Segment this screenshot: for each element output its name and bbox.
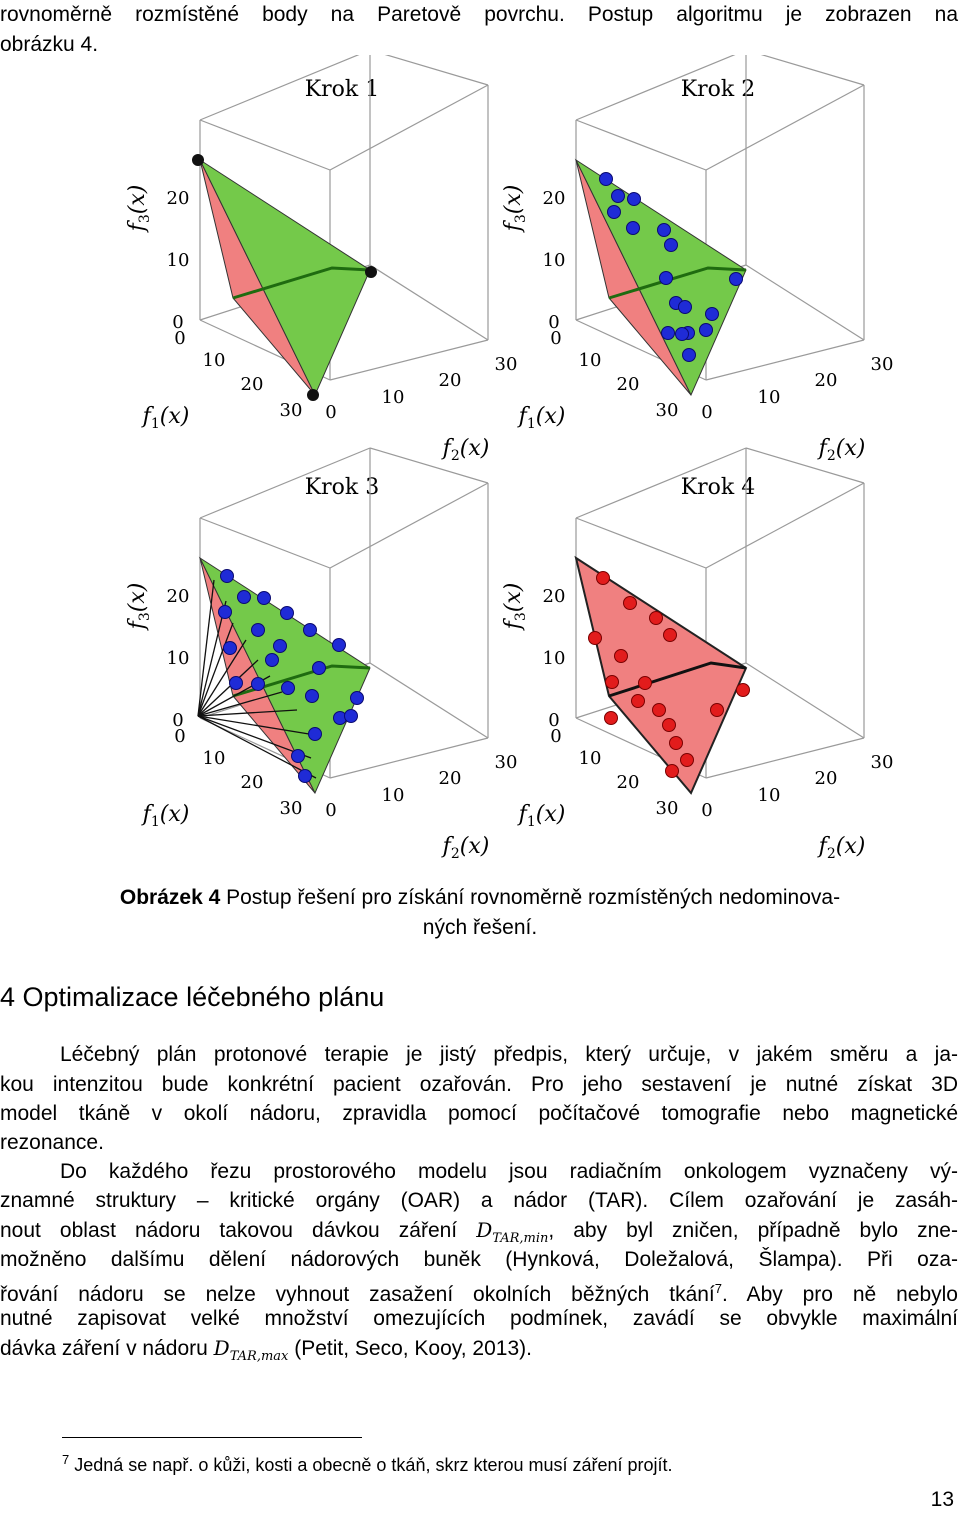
f2-tick: 10	[381, 785, 405, 806]
panel-title: Krok 1	[304, 77, 380, 102]
f1-tick: 0	[550, 328, 562, 349]
f3-axis-label: $f_3(x)$	[501, 184, 529, 232]
blue-point	[230, 677, 243, 690]
caption-text-line2: ných řešení.	[422, 916, 538, 939]
f1-tick: 30	[655, 400, 679, 421]
axis-box-edge	[746, 55, 864, 85]
panel-title: Krok 2	[680, 77, 756, 102]
blue-point	[281, 607, 294, 620]
red-point	[663, 719, 676, 732]
f2-tick: 10	[757, 785, 781, 806]
axis-box-edge	[706, 340, 864, 380]
para2-line-6: nutné zapisovat velké množství omezujících podmínek, zavádí se obvykle maximální	[0, 1307, 958, 1330]
axis-box-edge	[200, 120, 330, 170]
f2-axis-label: $f_2(x)$	[818, 834, 866, 862]
para2-line-3b: , aby byl zničen, případně bylo zne-	[548, 1219, 958, 1242]
f1-tick: 20	[240, 374, 264, 395]
red-point	[605, 712, 618, 725]
f2-axis-label: $f_2(x)$	[442, 834, 490, 862]
para2-line-7b: (Petit, Seco, Kooy, 2013).	[288, 1337, 532, 1360]
f3-axis-label: $f_3(x)$	[125, 184, 153, 232]
figure-4	[0, 55, 960, 885]
footnote-rule	[62, 1437, 362, 1438]
f2-axis-label: $f_2(x)$	[818, 436, 866, 464]
page-number: 13	[930, 1488, 954, 1511]
red-point	[666, 765, 679, 778]
blue-point	[219, 606, 232, 619]
f1-tick: 0	[550, 726, 562, 747]
f3-axis-label: $f_3(x)$	[501, 582, 529, 630]
f1-tick: 10	[202, 350, 226, 371]
red-point	[639, 677, 652, 690]
blue-point	[600, 173, 613, 186]
axis-box-edge	[746, 663, 864, 738]
para2-line-4: možněno dalšímu dělení nádorových buněk (Hynková, Doležalová, Šlampa). Při oza-	[0, 1248, 958, 1271]
blue-point	[333, 639, 346, 652]
blue-point	[706, 308, 719, 321]
f1-tick: 20	[240, 772, 264, 793]
f3-tick: 0	[172, 710, 184, 731]
para1-line-2: kou intenzitou bude konkrétní pacient ozařován. Pro jeho sestavení je nutné získat 3D	[0, 1073, 958, 1096]
para2-line-2: znamné struktury – kritické orgány (OAR) a nádor (TAR). Cílem ozařování je zasáh-	[0, 1189, 958, 1212]
para1-line-3: model tkáně v okolí nádoru, zpravidla pomocí počítačové tomografie nebo magnetické	[0, 1102, 958, 1125]
math-d-tar-min-sub: TAR,min	[492, 1231, 549, 1246]
f2-tick: 10	[757, 387, 781, 408]
red-point	[653, 704, 666, 717]
red-point	[632, 695, 645, 708]
blue-point	[658, 224, 671, 237]
axis-box-edge	[370, 663, 488, 738]
f1-axis-label: $f_1(x)$	[142, 802, 190, 830]
math-d-tar-max-sub: TAR,max	[229, 1349, 289, 1364]
blue-point	[628, 193, 641, 206]
axis-box-edge	[746, 265, 864, 340]
blue-point	[608, 206, 621, 219]
axis-box-edge	[330, 738, 488, 778]
blue-point	[700, 324, 713, 337]
blue-point	[221, 570, 234, 583]
figure-caption	[0, 883, 960, 943]
math-d-tar-max	[213, 1336, 289, 1364]
blue-point	[304, 624, 317, 637]
axis-box-edge	[706, 738, 864, 778]
f1-tick: 30	[279, 798, 303, 819]
red-point	[615, 650, 628, 663]
f3-tick: 20	[542, 188, 566, 209]
blue-point	[258, 592, 271, 605]
f2-tick: 30	[494, 752, 518, 773]
para1-line-1: Léčebný plán protonové terapie je jistý předpis, který určuje, v jakém směru a ja-	[60, 1043, 958, 1066]
f1-tick: 0	[174, 726, 186, 747]
f2-tick: 20	[438, 370, 462, 391]
red-point	[597, 572, 610, 585]
f3-tick: 20	[542, 586, 566, 607]
black-point	[192, 154, 204, 166]
footnote	[62, 1447, 673, 1478]
f2-tick: 0	[325, 800, 337, 821]
f1-axis-label: $f_1(x)$	[518, 404, 566, 432]
f2-tick: 30	[870, 354, 894, 375]
blue-point	[683, 349, 696, 362]
f2-tick: 10	[381, 387, 405, 408]
axis-box-edge	[200, 518, 330, 568]
blue-point	[306, 690, 319, 703]
red-point	[711, 704, 724, 717]
blue-point	[660, 272, 673, 285]
blue-point	[274, 640, 287, 653]
f3-tick: 20	[166, 188, 190, 209]
footnote-text: Jedná se např. o kůži, kosti a obecně o tkáň, skrz kterou musí záření projít.	[69, 1455, 673, 1475]
red-point	[589, 632, 602, 645]
blue-point	[665, 239, 678, 252]
f1-tick: 30	[279, 400, 303, 421]
f2-tick: 20	[814, 768, 838, 789]
f1-tick: 30	[655, 798, 679, 819]
panel-title: Krok 4	[680, 475, 756, 500]
blue-point	[676, 328, 689, 341]
black-point	[307, 389, 319, 401]
red-point	[624, 597, 637, 610]
red-point	[670, 737, 683, 750]
section-title: 4 Optimalizace léčebného plánu	[0, 982, 385, 1012]
blue-point	[730, 273, 743, 286]
blue-point	[224, 642, 237, 655]
figure-panel-1	[125, 55, 517, 464]
pareto-face-red	[576, 558, 746, 793]
f1-axis-label: $f_1(x)$	[518, 802, 566, 830]
blue-point	[679, 301, 692, 314]
f3-tick: 0	[172, 312, 184, 333]
f2-tick: 20	[814, 370, 838, 391]
blue-point	[612, 190, 625, 203]
blue-point	[309, 728, 322, 741]
math-d-tar-min	[476, 1218, 549, 1246]
figure-panel-2	[501, 55, 893, 464]
f1-tick: 10	[578, 350, 602, 371]
blue-point	[627, 222, 640, 235]
footnote-ref[interactable]: 7	[714, 1281, 722, 1296]
blue-point	[313, 662, 326, 675]
red-point	[681, 754, 694, 767]
footnote-number: 7	[62, 1452, 70, 1467]
blue-point	[351, 692, 364, 705]
blue-point	[345, 710, 358, 723]
f3-tick: 10	[166, 250, 190, 271]
para2-line-7a: dávka záření v nádoru	[0, 1337, 214, 1360]
red-point	[664, 629, 677, 642]
f2-tick: 0	[325, 402, 337, 423]
axis-box-edge	[576, 120, 706, 170]
f3-tick: 0	[548, 710, 560, 731]
f3-tick: 10	[542, 250, 566, 271]
f2-axis-label: $f_2(x)$	[442, 436, 490, 464]
panel-title: Krok 3	[304, 475, 380, 500]
f1-tick: 10	[202, 748, 226, 769]
f1-tick: 20	[616, 374, 640, 395]
f2-tick: 20	[438, 768, 462, 789]
para1-line-4: rezonance.	[0, 1131, 104, 1154]
f3-tick: 0	[548, 312, 560, 333]
figure-panel-3	[125, 448, 517, 862]
blue-point	[252, 678, 265, 691]
f1-tick: 20	[616, 772, 640, 793]
fan-line	[198, 601, 226, 716]
caption-label: Obrázek 4	[119, 886, 221, 909]
f1-axis-label: $f_1(x)$	[142, 404, 190, 432]
f3-tick: 20	[166, 586, 190, 607]
intro-line-2: obrázku 4.	[0, 33, 99, 56]
black-point	[365, 266, 377, 278]
blue-point	[299, 770, 312, 783]
para2-line-7	[0, 1333, 532, 1372]
f2-tick: 0	[701, 402, 713, 423]
para2-line-1: Do každého řezu prostorového modelu jsou radiačním onkologem vyznačeny vý-	[60, 1160, 958, 1183]
para2-line-3a: nout oblast nádoru takovou dávkou záření	[0, 1219, 477, 1242]
axis-box-edge	[370, 265, 488, 340]
blue-point	[292, 750, 305, 763]
intro-line-1: rovnoměrně rozmístěné body na Paretově povrchu. Postup algoritmu je zobrazen na	[0, 3, 958, 26]
red-point	[737, 684, 750, 697]
f3-axis-label: $f_3(x)$	[125, 582, 153, 630]
f1-tick: 0	[174, 328, 186, 349]
f2-tick: 30	[494, 354, 518, 375]
red-point	[650, 612, 663, 625]
para2-line-5b: . Aby pro ně nebylo	[722, 1283, 958, 1306]
blue-point	[662, 327, 675, 340]
blue-point	[266, 654, 279, 667]
para2-line-5a: řování nádoru se nelze vyhnout zasažení okolních běžných tkání	[0, 1283, 715, 1306]
caption-text: Postup řešení pro získání rovnoměrně rozmístěných nedominova-	[220, 886, 841, 909]
math-d-tar-min-base: D	[476, 1218, 493, 1242]
f3-tick: 10	[166, 648, 190, 669]
figure-panel-4	[501, 448, 893, 862]
axis-box-edge	[576, 518, 706, 568]
f2-tick: 30	[870, 752, 894, 773]
f3-tick: 10	[542, 648, 566, 669]
blue-point	[282, 682, 295, 695]
blue-point	[238, 591, 251, 604]
f1-tick: 10	[578, 748, 602, 769]
f2-tick: 0	[701, 800, 713, 821]
red-point	[606, 676, 619, 689]
math-d-tar-max-base: D	[213, 1336, 230, 1360]
axis-box-edge	[370, 55, 488, 85]
axis-box-edge	[330, 340, 488, 380]
blue-point	[252, 624, 265, 637]
